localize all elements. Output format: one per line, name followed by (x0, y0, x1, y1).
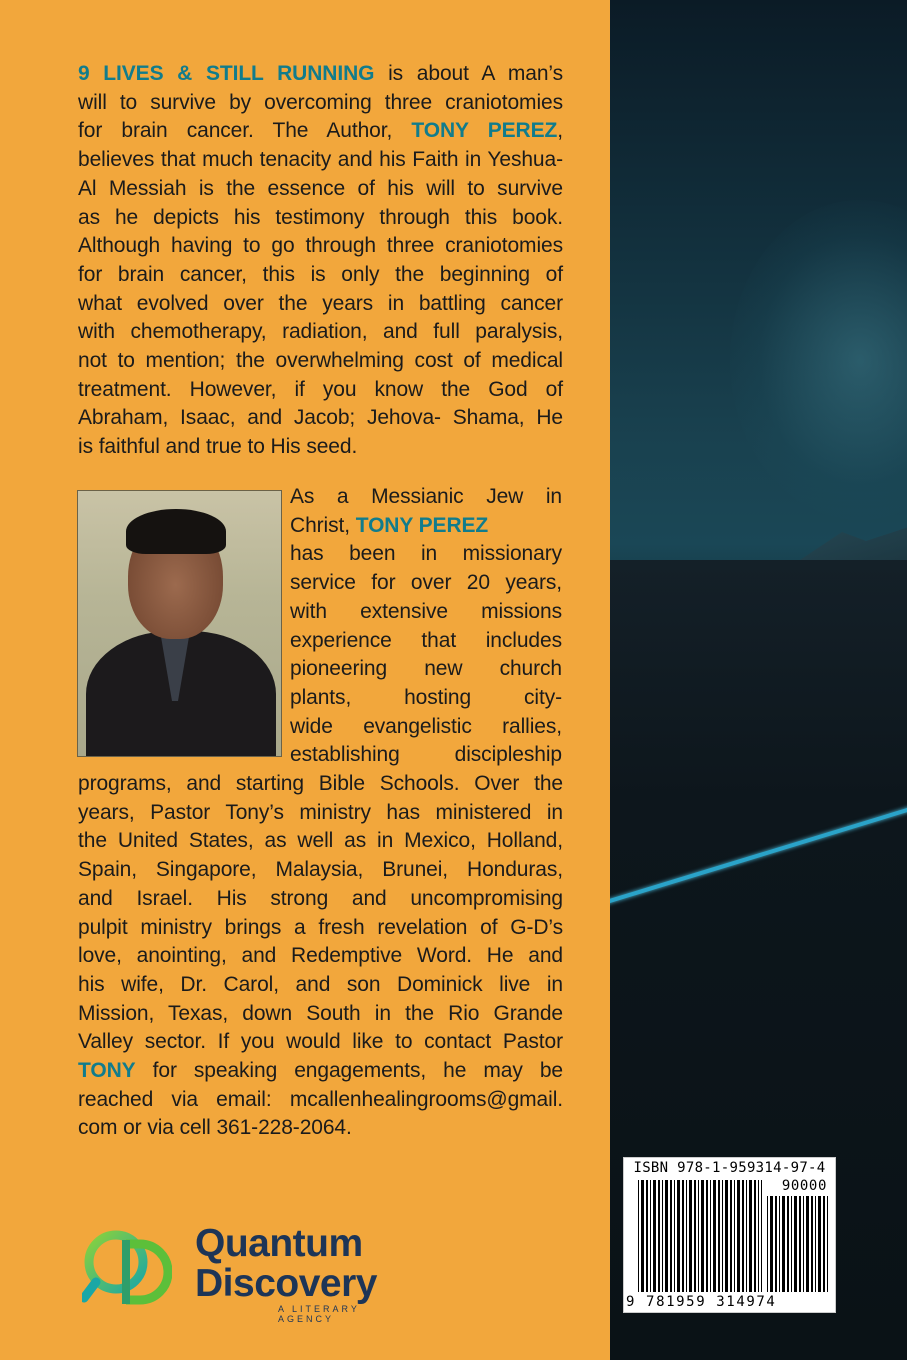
barcode-bar (662, 1180, 663, 1292)
barcode-bar (737, 1180, 740, 1292)
text-line: 9 LIVES & STILL RUNNING is about A man’s (78, 62, 563, 85)
sky-glow (730, 200, 907, 520)
barcode-bar (775, 1196, 777, 1292)
text-line: treatment. However, if you know the God of (78, 377, 563, 401)
barcode-bar (782, 1196, 785, 1292)
text-line: the United States, as well as in Mexico, Holland, (78, 829, 563, 853)
text-line: Al Messiah is the essence of his will to survive (78, 176, 563, 200)
author-hair (126, 509, 226, 554)
text-line: what evolved over the years in battling cancer (78, 291, 563, 315)
barcode-bar (674, 1180, 675, 1292)
isbn-barcode-box (623, 1157, 836, 1313)
publisher-name-line1: Quantum (195, 1222, 363, 1265)
barcode-bar (787, 1196, 789, 1292)
text-line: pulpit ministry brings a fresh revelation of G-D’s (78, 915, 563, 939)
text-line: years, Pastor Tony’s ministry has ministered in (78, 800, 563, 824)
text-line: plants, hosting city- (290, 685, 562, 709)
barcode-bar (682, 1180, 684, 1292)
quantum-discovery-logo-icon (82, 1222, 172, 1317)
barcode-bar (718, 1180, 720, 1292)
barcode-bar (806, 1196, 809, 1292)
barcode-bar (713, 1180, 716, 1292)
text-line: programs, and starting Bible Schools. Over the (78, 772, 563, 795)
addon-barcode (767, 1196, 829, 1292)
barcode-bar (742, 1180, 744, 1292)
barcode-bar (694, 1180, 696, 1292)
barcode-bar (749, 1180, 752, 1292)
barcode-bar (803, 1196, 804, 1292)
author-name: TONY PEREZ (355, 513, 489, 537)
text-line: establishing discipleship (290, 743, 562, 767)
text-line: service for over 20 years, (290, 571, 562, 595)
bio-paragraph-bottom (78, 770, 563, 1143)
text-line: experience that includes (290, 628, 562, 652)
text-line: TONY for speaking engagements, he may be (78, 1059, 563, 1083)
text-line: his wife, Dr. Carol, and son Dominick live in (78, 972, 563, 996)
barcode-bar (779, 1196, 780, 1292)
text-line: Mission, Texas, down South in the Rio Grande (78, 1001, 563, 1025)
barcode-number: 9 781959 314974 (626, 1294, 777, 1310)
bio-paragraph-top (290, 483, 562, 770)
text-line: Christ, TONY PEREZ (290, 513, 489, 537)
barcode-bar (677, 1180, 680, 1292)
barcode-bar (823, 1196, 825, 1292)
barcode-bar (710, 1180, 711, 1292)
barcode-bar (815, 1196, 816, 1292)
barcode-bar (725, 1180, 728, 1292)
barcode-bar (722, 1180, 723, 1292)
barcode-bar (653, 1180, 656, 1292)
isbn-label: ISBN 978-1-959314-97-4 (633, 1160, 826, 1176)
text-line: with extensive missions (290, 599, 562, 623)
text-line: for brain cancer. The Author, TONY PEREZ, (78, 119, 563, 143)
text-line: and Israel. His strong and uncompromising (78, 886, 563, 910)
barcode-bar (791, 1196, 792, 1292)
text-line: has been in missionary (290, 542, 562, 566)
barcode-bar (641, 1180, 644, 1292)
barcode-bar (670, 1180, 672, 1292)
text-line: with chemotherapy, radiation, and full paralysis, (78, 320, 563, 344)
text-line: love, anointing, and Redemptive Word. He and (78, 944, 563, 968)
text-line: is faithful and true to His seed. (78, 435, 358, 459)
barcode-bar (701, 1180, 704, 1292)
barcode-bar (811, 1196, 813, 1292)
text-line: Although having to go through three craniotomies (78, 234, 563, 258)
text-line: as he depicts his testimony through this book. (78, 205, 563, 229)
author-photo (77, 490, 282, 757)
publisher-tagline: A LITERARY AGENCY (278, 1304, 360, 1324)
barcode-bar (770, 1196, 773, 1292)
ean-barcode (638, 1180, 762, 1292)
barcode-bar (827, 1196, 828, 1292)
barcode-bar (698, 1180, 699, 1292)
barcode-bar (650, 1180, 651, 1292)
cover-road-photo (610, 0, 907, 1360)
barcode-bar (689, 1180, 692, 1292)
barcode-bar (734, 1180, 735, 1292)
text-line: reached via email: mcallenhealingrooms@gmail. (78, 1087, 563, 1111)
barcode-bar (686, 1180, 687, 1292)
price-code: 90000 (781, 1178, 827, 1194)
author-name: TONY (78, 1059, 136, 1083)
barcode-bar (706, 1180, 708, 1292)
text-line: for brain cancer, this is only the beginning of (78, 262, 563, 286)
text-line: pioneering new church (290, 657, 562, 681)
barcode-bar (730, 1180, 732, 1292)
text-line: wide evangelistic rallies, (290, 714, 562, 738)
text-line: Valley sector. If you would like to contact Pastor (78, 1030, 563, 1054)
author-name: TONY PEREZ (411, 119, 558, 143)
barcode-bar (799, 1196, 801, 1292)
barcode-bar (646, 1180, 648, 1292)
text-line: com or via cell 361-228-2064. (78, 1116, 352, 1140)
barcode-bar (665, 1180, 668, 1292)
text-line: not to mention; the overwhelming cost of medical (78, 349, 563, 373)
publisher-name-line2: Discovery (195, 1262, 377, 1305)
barcode-bar (638, 1180, 639, 1292)
barcode-bar (761, 1180, 762, 1292)
text-line: As a Messianic Jew in (290, 485, 562, 508)
text-line: believes that much tenacity and his Faith in Yeshua- (78, 148, 563, 172)
barcode-bar (658, 1180, 660, 1292)
synopsis-paragraph (78, 60, 563, 462)
publisher-logo (82, 1222, 402, 1322)
barcode-bar (767, 1196, 768, 1292)
text-line: Spain, Singapore, Malaysia, Brunei, Honduras, (78, 858, 563, 882)
barcode-bar (754, 1180, 756, 1292)
barcode-bar (758, 1180, 759, 1292)
barcode-bar (794, 1196, 797, 1292)
barcode-bar (818, 1196, 821, 1292)
barcode-bar (746, 1180, 747, 1292)
text-line: Abraham, Isaac, and Jacob; Jehova- Shama, He (78, 406, 563, 430)
text-line: will to survive by overcoming three craniotomies (78, 90, 563, 114)
